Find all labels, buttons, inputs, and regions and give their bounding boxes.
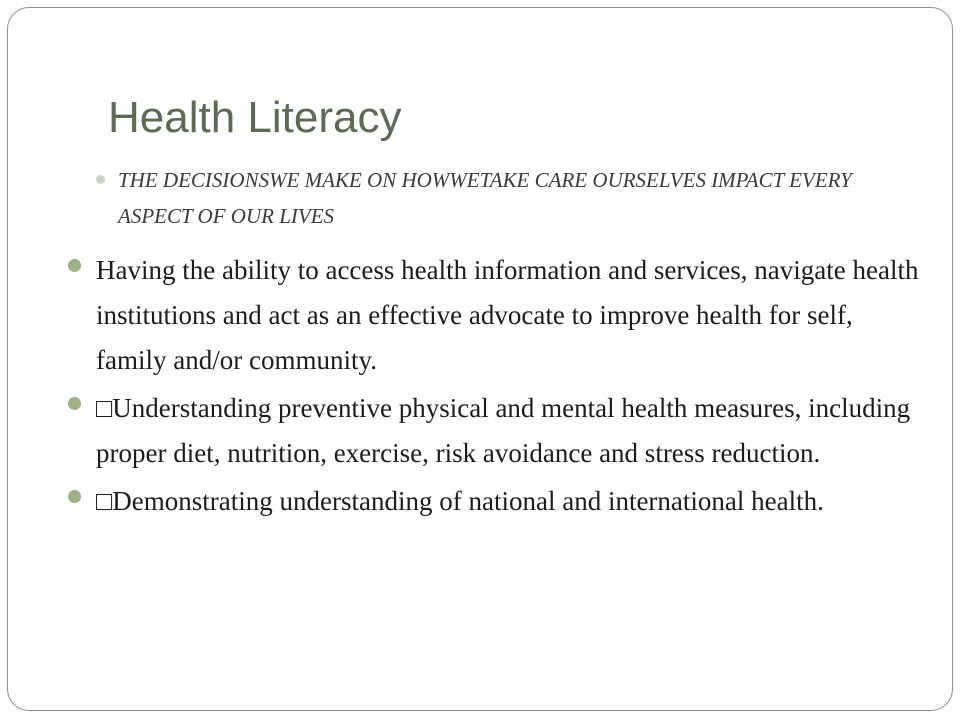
subtitle-text: THE DECISIONSWE MAKE ON HOWWETAKE CARE OURSELVES IMPACT EVERY ASPECT OF OUR LIVES bbox=[118, 168, 852, 228]
list-item-text: □Demonstrating understanding of national and international health. bbox=[96, 486, 824, 516]
bullet-icon bbox=[68, 397, 81, 410]
subtitle-item bbox=[96, 162, 876, 234]
bullet-list bbox=[68, 248, 928, 527]
list-item bbox=[68, 479, 928, 524]
subtitle-bullet-icon bbox=[96, 175, 105, 184]
slide-title: Health Literacy bbox=[108, 93, 402, 142]
bullet-icon bbox=[68, 490, 81, 503]
list-item bbox=[68, 248, 928, 383]
list-item bbox=[68, 386, 928, 476]
slide bbox=[7, 7, 953, 711]
list-item-text: □Understanding preventive physical and mental health measures, including proper diet, nutrition, exercise, risk avoidance and stress reduction. bbox=[96, 393, 911, 468]
list-item-text: Having the ability to access health information and services, navigate health institutions and act as an effective advocate to improve health for self, family and/or community. bbox=[96, 255, 919, 375]
bullet-icon bbox=[68, 259, 81, 272]
